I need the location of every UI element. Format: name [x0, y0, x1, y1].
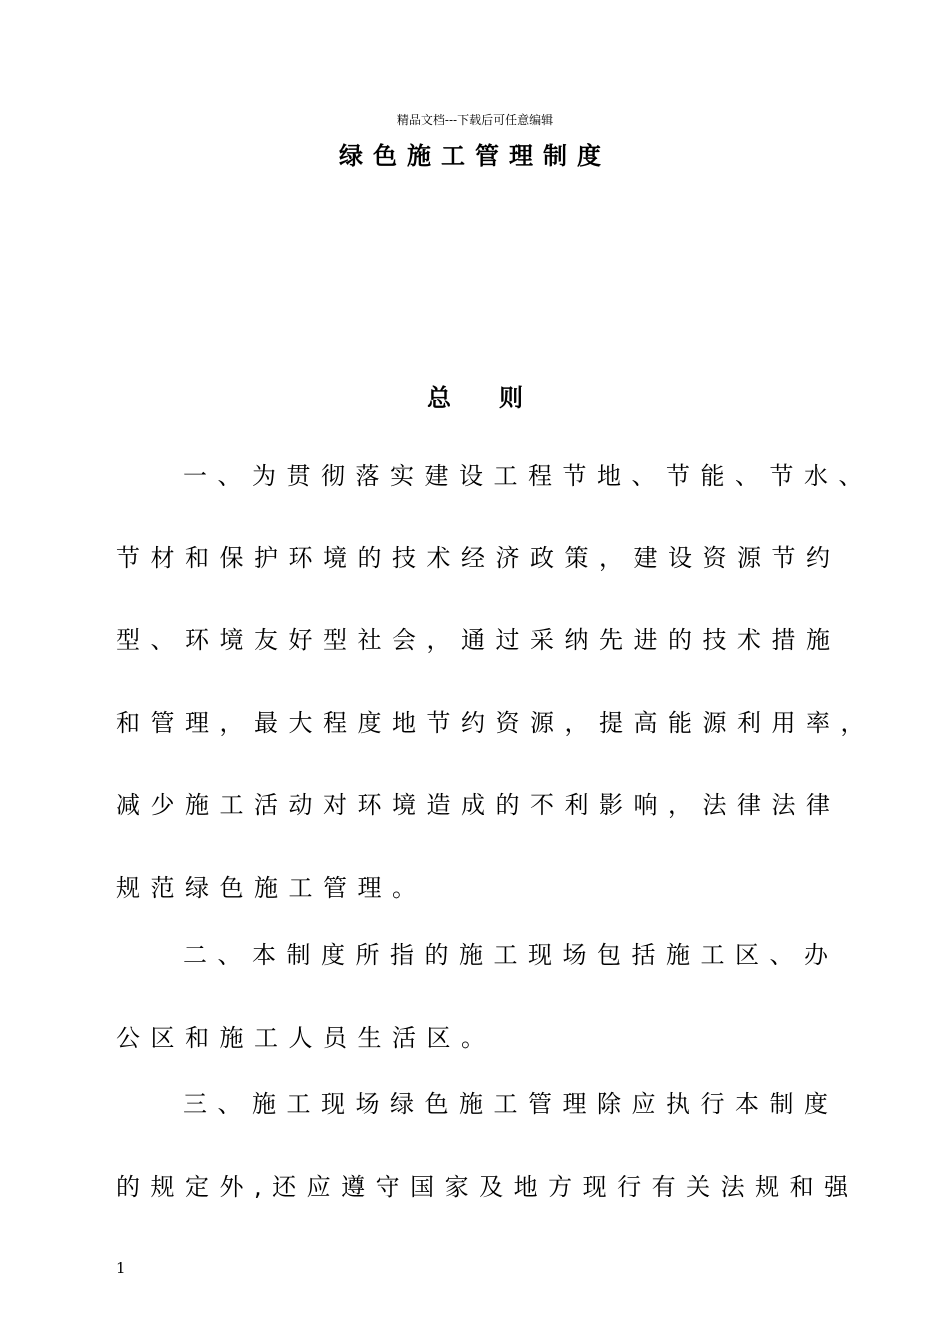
body-line: 公区和施工人员生活区。: [116, 1024, 496, 1052]
document-title: 绿色施工管理制度: [339, 142, 611, 170]
page-number: 1: [116, 1259, 126, 1277]
section-title-part1: 总: [427, 384, 451, 412]
body-line: 三、施工现场绿色施工管理除应执行本制度: [183, 1090, 839, 1118]
section-title-part2: 则: [499, 384, 523, 412]
body-line: 型、环境友好型社会，通过采纳先进的技术措施: [116, 626, 841, 654]
body-line: 减少施工活动对环境造成的不利影响，法律法律: [116, 791, 841, 819]
body-line: 二、本制度所指的施工现场包括施工区、办: [183, 941, 839, 969]
body-line: 一、为贯彻落实建设工程节地、节能、节水、: [183, 462, 873, 490]
body-line: 规范绿色施工管理。: [116, 874, 427, 902]
section-title: [0, 383, 950, 413]
watermark-text: 精品文档---下载后可任意编辑: [396, 113, 554, 127]
body-line: 的规定外,还应遵守国家及地方现行有关法规和强: [116, 1173, 859, 1201]
body-line: 节材和保护环境的技术经济政策，建设资源节约: [116, 544, 841, 572]
body-line: 和管理，最大程度地节约资源，提高能源利用率，: [116, 709, 875, 737]
